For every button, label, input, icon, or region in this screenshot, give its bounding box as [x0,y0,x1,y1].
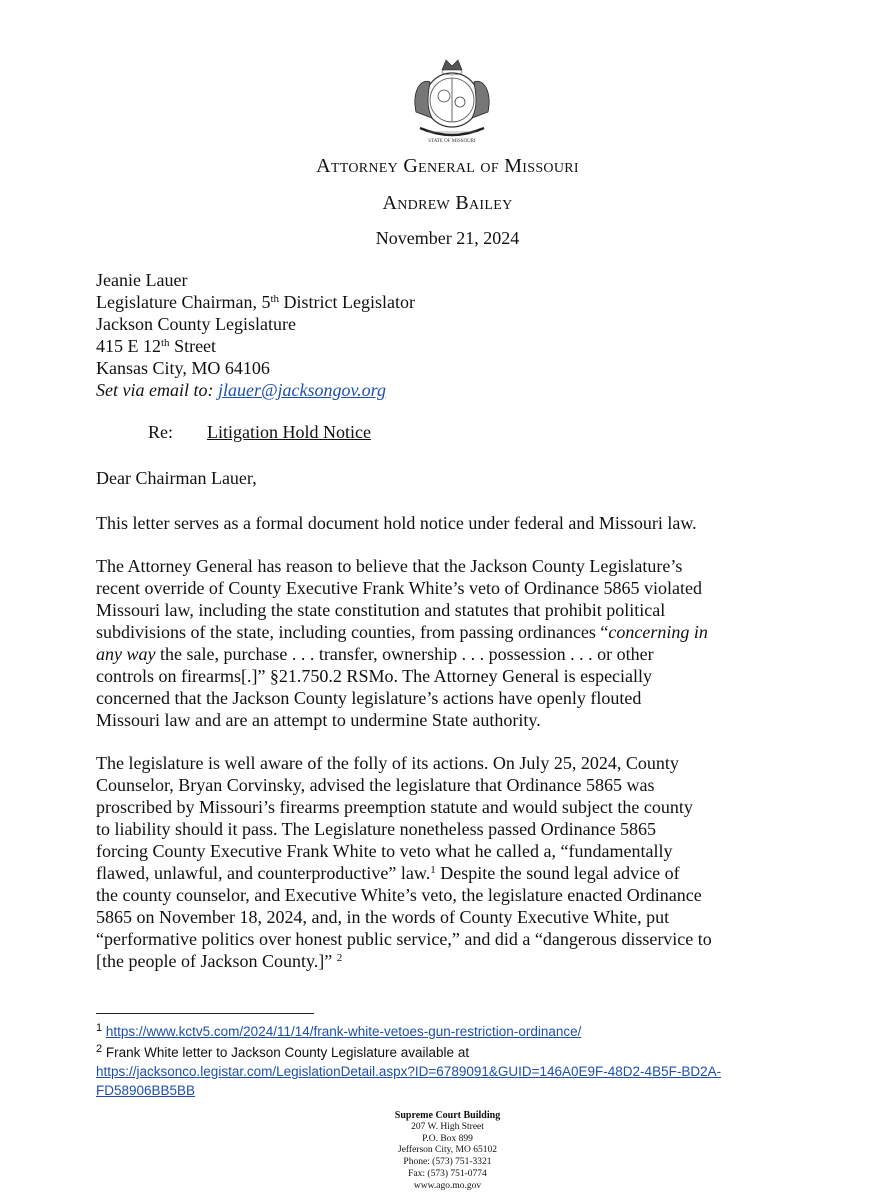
footer-building: Supreme Court Building [394,1110,501,1121]
footnote-2-link-line-1 [96,1062,721,1081]
footnote-1 [96,1022,581,1041]
footnote-2-link[interactable]: https://jacksonco.legistar.com/LegislationDetail.aspx?ID=6789091&GUID=146A0E9F-48D2-4B5F-BD2A- [96,1064,722,1079]
recipient-city: Kansas City, MO 64106 [96,358,270,378]
footer-street: 207 W. High Street [411,1121,484,1132]
paragraph-2-text: subdivisions of the state, including counties, from passing ordinances “ [96,622,609,642]
footnote-1-number: 1 [96,1022,103,1034]
email-line [96,379,415,401]
paragraph-2-line: recent override of County Executive Frank White’s veto of Ordinance 5865 violated [96,578,702,598]
footnote-2-number: 2 [96,1043,103,1055]
footnote-2-text: Frank White letter to Jackson County Legislature available at [105,1045,470,1060]
email-via-label: Set via email to: [96,380,218,400]
paragraph-3-line: to liability should it pass. The Legislature nonetheless passed Ordinance 5865 [96,819,657,839]
attorney-general-name: Andrew Bailey [382,192,513,214]
recipient-street-text-2: Street [169,336,217,356]
paragraph-2-line: Missouri law and are an attempt to undermine State authority. [96,710,541,730]
re-subject: Litigation Hold Notice [207,422,371,442]
recipient-title-text: Legislature Chairman, 5 [96,292,271,312]
recipient-name: Jeanie Lauer [96,270,188,290]
footnote-ref-2: 2 [336,952,343,964]
paragraph-3-line: “performative politics over honest public service,” and did a “dangerous disservice to [96,929,712,949]
footer-website[interactable]: www.ago.mo.gov [413,1180,482,1191]
paragraph-3-line: the county counselor, and Executive White’s veto, the legislature enacted Ordinance [96,885,702,905]
paragraph-3-line [96,862,836,884]
recipient-street-sup: th [161,337,170,349]
recipient-title-sup: th [270,293,280,305]
paragraph-2-line: controls on firearms[.]” §21.750.2 RSMo. The Attorney General is especially [96,666,653,686]
recipient-org: Jackson County Legislature [96,314,296,334]
paragraph-3-text: Despite the sound legal advice of [435,863,680,883]
paragraph-2-line [96,621,836,643]
recipient-street [96,335,415,357]
recipient-title-text-2: District Legislator [279,292,415,312]
paragraph-3-text: [the people of Jackson County.]” [96,951,337,971]
paragraph-3-text: flawed, unlawful, and counterproductive” law. [96,863,431,883]
footnote-ref-1: 1 [430,864,436,876]
paragraph-3-line: The legislature is well aware of the folly of its actions. On July 25, 2024, County [96,753,679,773]
footnote-1-link[interactable]: https://www.kctv5.com/2024/11/14/frank-white-vetoes-gun-restriction-ordinance/ [105,1024,582,1039]
footer-fax: Fax: (573) 751-0774 [408,1168,487,1179]
re-label: Re: [148,422,173,442]
email-link[interactable]: jlauer@jacksongov.org [217,380,386,400]
paragraph-3-line: 5865 on November 18, 2024, and, in the words of County Executive White, put [96,907,670,927]
footnote-2 [96,1043,469,1062]
paragraph-2-italic: concerning in [608,622,708,642]
footer-phone: Phone: (573) 751-3321 [403,1157,492,1168]
paragraph-2-line [96,643,836,665]
salutation: Dear Chairman Lauer, [96,468,257,488]
paragraph-3-line [96,950,836,972]
footer-address [0,1110,895,1193]
recipient-street-text: 415 E 12 [96,336,161,356]
paragraph-2-line: concerned that the Jackson County legislature’s actions have openly flouted [96,688,642,708]
recipient-title [96,291,415,313]
footer-po-box: P.O. Box 899 [422,1133,473,1144]
paragraph-2-italic: any way [96,644,156,664]
paragraph-2-line: Missouri law, including the state constitution and statutes that prohibit political [96,600,666,620]
paragraph-3-line: proscribed by Missouri’s firearms preemption statute and would subject the county [96,797,693,817]
seal-text: STATE OF MISSOURI [428,139,476,144]
missouri-seal-icon [402,52,502,152]
paragraph-1: This letter serves as a formal document hold notice under federal and Missouri law. [96,513,697,533]
paragraph-2-line: The Attorney General has reason to believe that the Jackson County Legislature’s [96,556,683,576]
paragraph-3 [96,752,836,972]
paragraph-3-line: forcing County Executive Frank White to veto what he called a, “fundamentally [96,841,673,861]
paragraph-3-line: Counselor, Bryan Corvinsky, advised the legislature that Ordinance 5865 was [96,775,655,795]
footnote-divider [96,1013,314,1014]
footer-city: Jefferson City, MO 65102 [398,1145,497,1156]
letter-date: November 21, 2024 [375,228,520,248]
footnote-2-link-line-2 [96,1081,195,1100]
paragraph-2-text: the sale, purchase . . . transfer, ownership . . . possession . . . or other [155,644,654,664]
paragraph-2 [96,555,836,731]
footnote-2-link-cont[interactable]: FD58906BB5BB [96,1083,196,1098]
recipient-block [96,269,415,401]
office-title: Attorney General of Missouri [316,155,579,177]
